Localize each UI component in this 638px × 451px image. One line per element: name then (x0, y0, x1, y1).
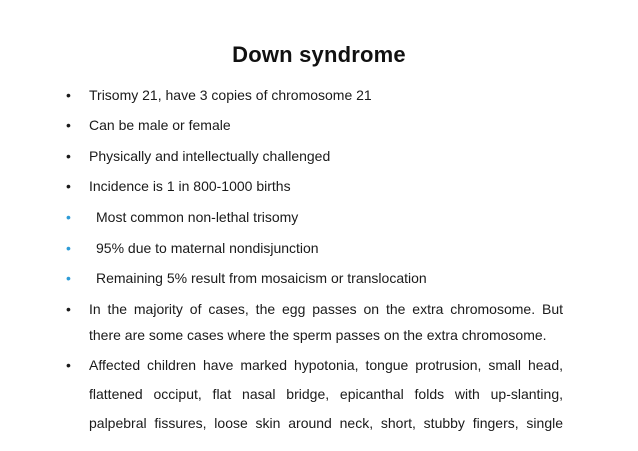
bullet-trisomy: Trisomy 21, have 3 copies of chromosome 21 (89, 87, 372, 103)
bullet-nondisjunction: 95% due to maternal nondisjunction (96, 240, 319, 256)
bullet-marker: • (66, 87, 71, 103)
bullet-sex: Can be male or female (89, 117, 231, 133)
bullet-features-line-3: palpebral fissures, loose skin around neck, short, stubby fingers, single (89, 415, 563, 431)
bullet-marker: • (66, 178, 71, 194)
bullet-marker: • (66, 148, 71, 164)
bullet-marker: • (66, 301, 71, 317)
bullet-challenged: Physically and intellectually challenged (89, 148, 331, 164)
bullet-marker: • (66, 357, 71, 373)
bullet-marker: • (66, 117, 71, 133)
bullet-egg-line-2: there are some cases where the sperm passes on the extra chromosome. (89, 327, 547, 343)
slide-title: Down syndrome (232, 42, 406, 67)
bullet-common-trisomy: Most common non-lethal trisomy (96, 209, 299, 225)
bullet-features-line-1: Affected children have marked hypotonia, tongue protrusion, small head, (89, 357, 563, 373)
bullet-marker-blue: • (66, 209, 71, 225)
bullet-features-line-2: flattened occiput, flat nasal bridge, epicanthal folds with up-slanting, (89, 386, 563, 402)
bullet-marker-blue: • (66, 270, 71, 286)
bullet-incidence: Incidence is 1 in 800-1000 births (89, 178, 291, 194)
bullet-marker-blue: • (66, 240, 71, 256)
bullet-egg-line-1: In the majority of cases, the egg passes on the extra chromosome. But (89, 301, 563, 317)
bullet-mosaicism: Remaining 5% result from mosaicism or translocation (96, 270, 427, 286)
